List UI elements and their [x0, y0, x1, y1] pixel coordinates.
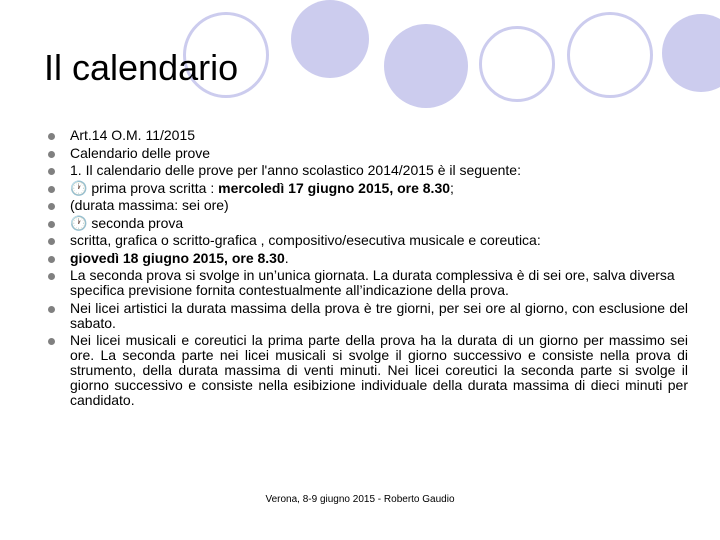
- clock-icon: 🕐: [70, 179, 88, 196]
- list-item-text: 🕐 prima prova scritta : mercoledì 17 giugno 2015, ore 8.30;: [70, 179, 454, 196]
- bullet-dot-icon: [48, 133, 55, 140]
- bullet-dot-icon: [48, 203, 55, 210]
- bullet-dot-icon: [48, 168, 55, 175]
- decorative-circle-ring: [567, 12, 653, 98]
- list-item-text: scritta, grafica o scritto-grafica , compositivo/esecutiva musicale e coreutica:: [70, 232, 541, 248]
- list-item: [48, 146, 688, 164]
- clock-icon: 🕐: [70, 214, 88, 231]
- bullet-list: [48, 128, 688, 411]
- decorative-circle: [384, 24, 468, 108]
- bullet-dot-icon: [48, 151, 55, 158]
- list-item: [48, 268, 688, 301]
- list-item: [48, 251, 688, 269]
- bullet-dot-icon: [48, 256, 55, 263]
- list-item-text: giovedì 18 giugno 2015, ore 8.30.: [70, 249, 289, 266]
- decorative-circle-ring: [479, 26, 555, 102]
- list-item: [48, 181, 688, 199]
- list-item-text: (durata massima: sei ore): [70, 197, 229, 213]
- list-item-text: 🕐 seconda prova: [70, 214, 184, 231]
- list-item: [48, 128, 688, 146]
- bullet-dot-icon: [48, 186, 55, 193]
- list-item-text: Calendario delle prove: [70, 144, 211, 161]
- bullet-dot-icon: [48, 238, 55, 245]
- list-item: [48, 163, 688, 181]
- list-item-text: 1. Il calendario delle prove per l'anno scolastico 2014/2015 è il seguente:: [70, 162, 521, 178]
- list-item-text: Nei licei musicali e coreutici la prima parte della prova ha la durata di un giorno per massimo sei ore. La seconda parte nei licei musicali si svolge il giorno successivo e consiste nella prova di strumento, della durata massima di venti minuti. Nei licei coreutici la seconda parte si svolge il giorno successivo e consiste nella esibizione individuale della durata massima di dieci minuti per candidato.: [70, 332, 688, 408]
- list-item: [48, 301, 688, 334]
- slide-footer: Verona, 8-9 giugno 2015 - Roberto Gaudio: [265, 494, 455, 505]
- slide-title: Il calendario: [44, 47, 239, 88]
- list-item-text: Nei licei artistici la durata massima della prova è tre giorni, per sei ore al giorno, con esclusione del sabato.: [70, 299, 688, 331]
- bullet-dot-icon: [48, 221, 55, 228]
- bullet-dot-icon: [48, 338, 55, 345]
- bullet-dot-icon: [48, 306, 55, 313]
- list-item: [48, 198, 688, 216]
- list-item: [48, 233, 688, 251]
- list-item: [48, 333, 688, 411]
- decorative-circle: [291, 0, 369, 78]
- decorative-circle: [662, 14, 720, 92]
- list-item: [48, 216, 688, 234]
- bullet-dot-icon: [48, 273, 55, 280]
- list-item-text: Art.14 O.M. 11/2015: [70, 127, 196, 143]
- list-item-text: La seconda prova si svolge in un’unica giornata. La durata complessiva è di sei ore, salva diversa specifica previsione fornita contestualmente all’indicazione della prova.: [70, 267, 675, 298]
